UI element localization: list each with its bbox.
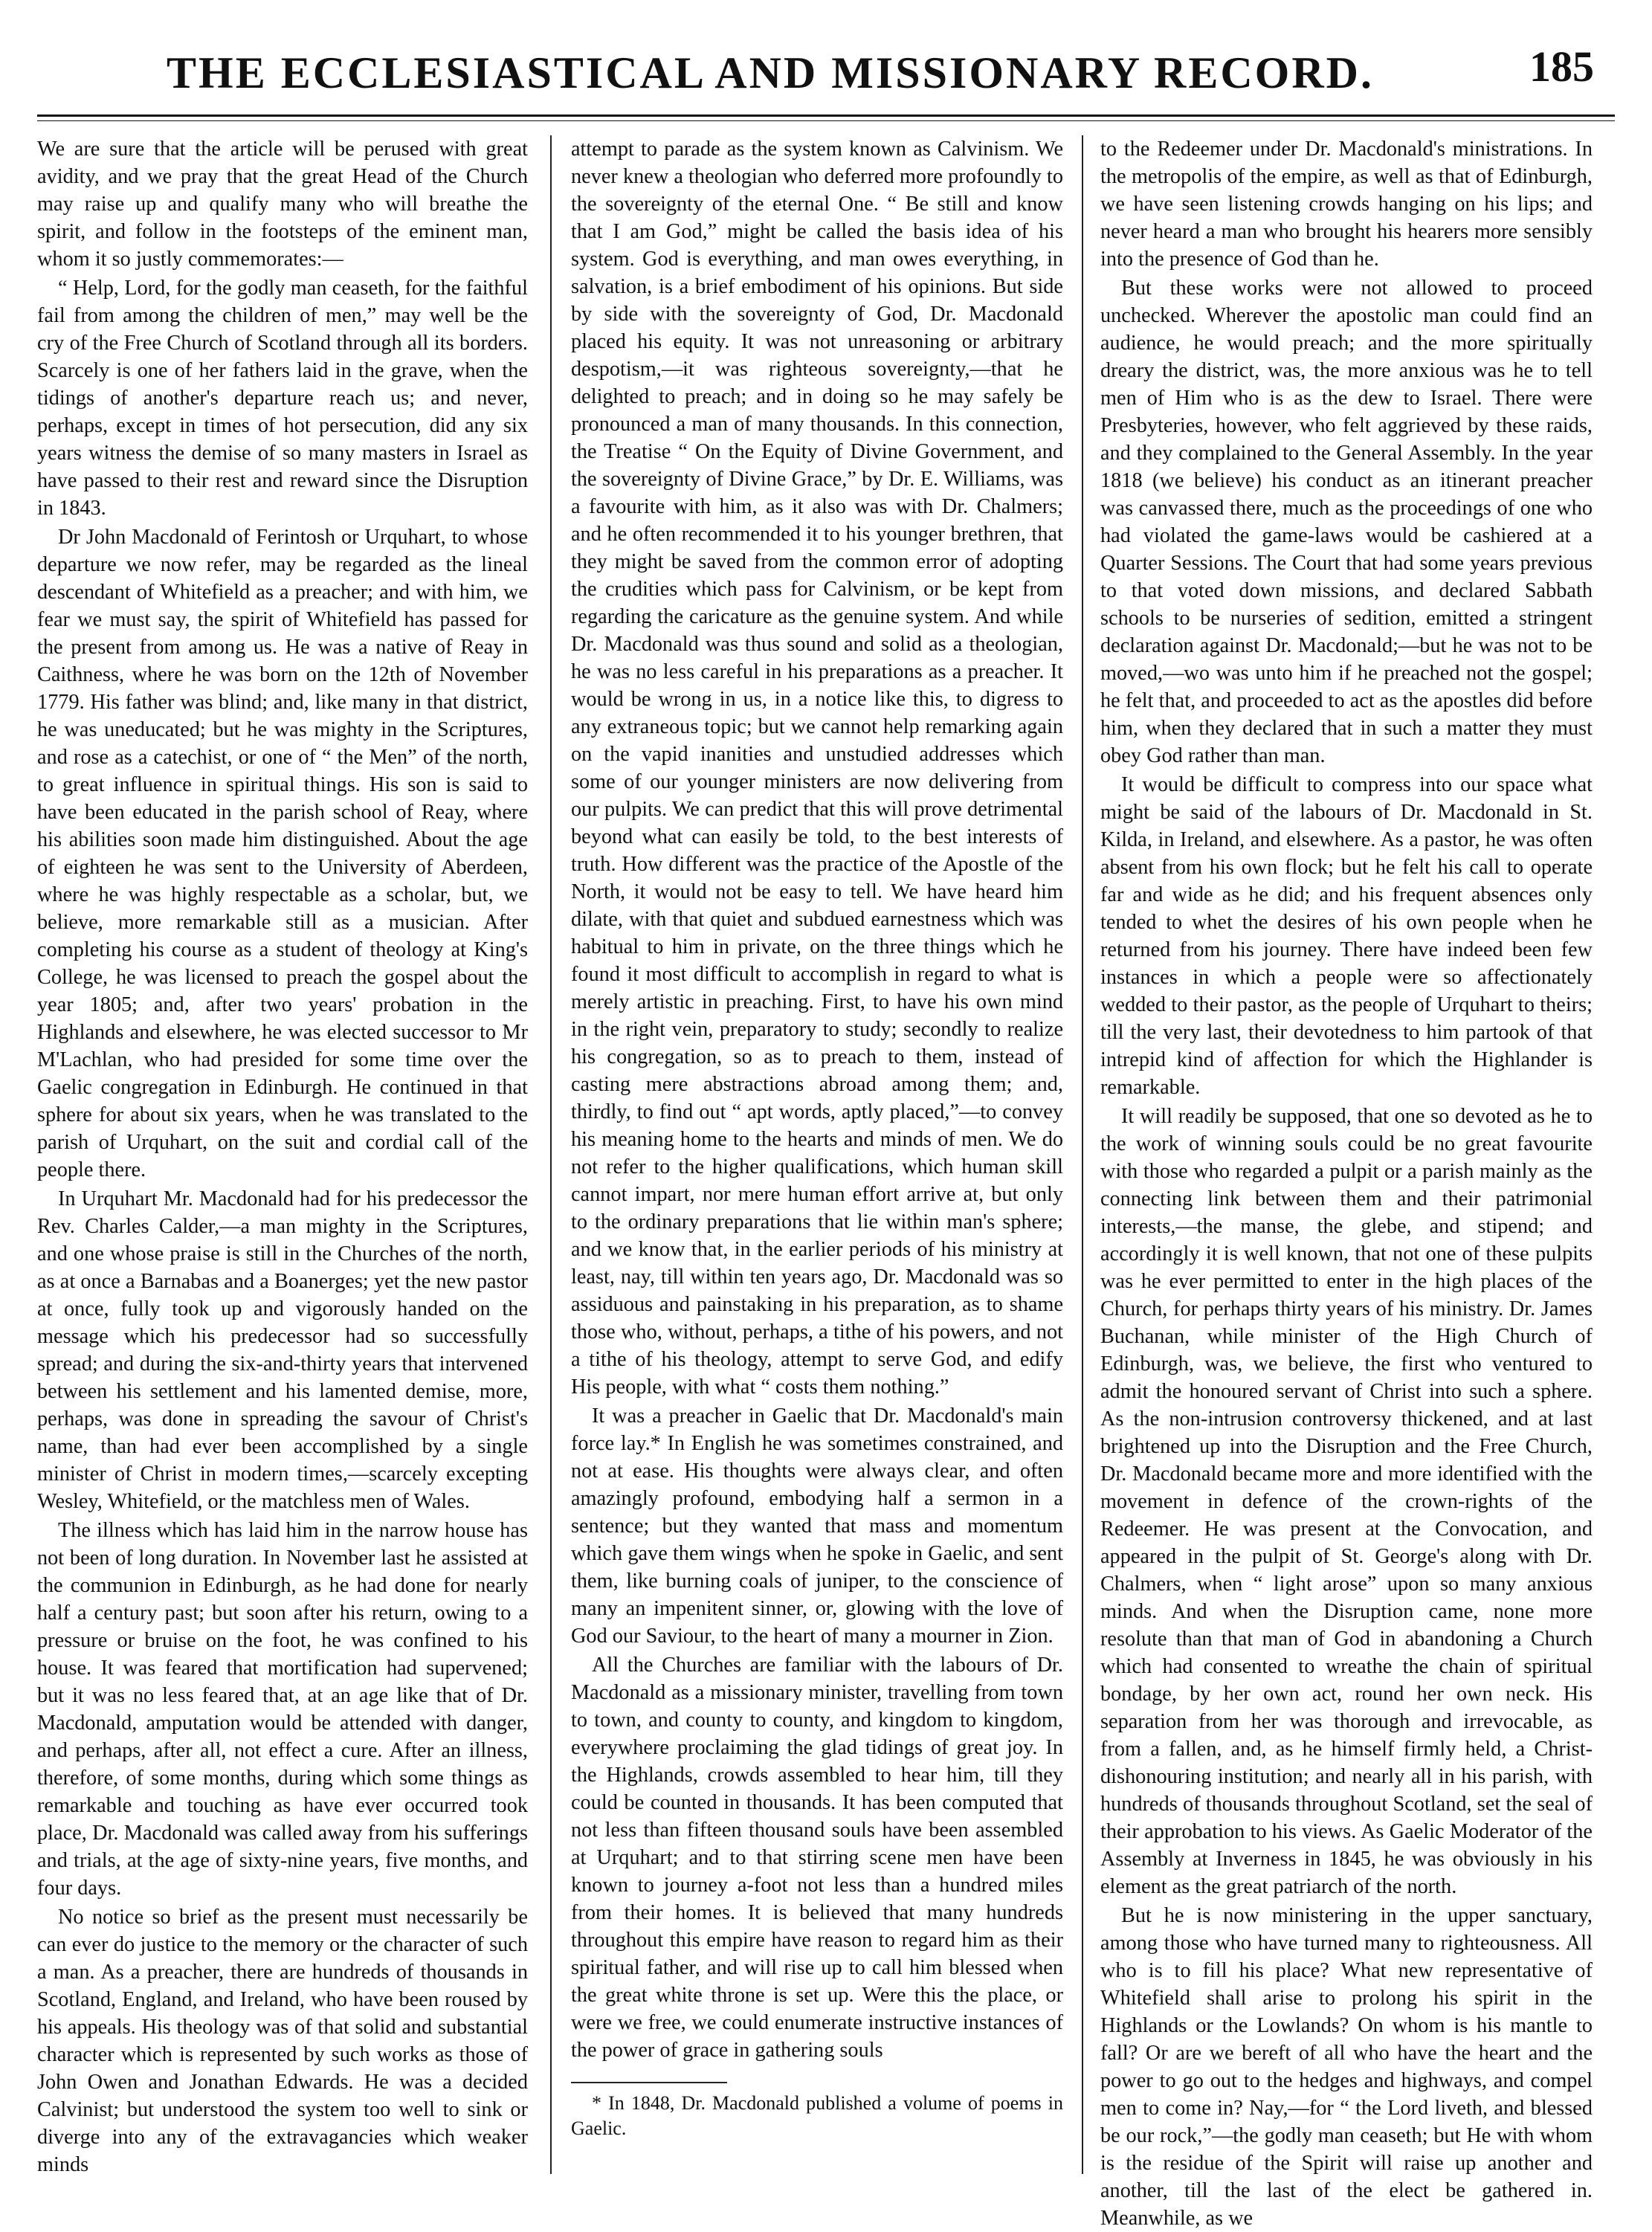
- page-number: 185: [1529, 42, 1594, 91]
- running-title: THE ECCLESIASTICAL AND MISSIONARY RECORD.: [167, 48, 1374, 97]
- paragraph: The illness which has laid him in the narrow house has not been of long duration. In November last he assisted at the communion in Edinburgh, as he had done for nearly half a century past; but soon after his return, owing to a pressure or bruise on the foot, he was confined to his house. It was feared that mortification had supervened; but it was no less feared that, at an age like that of Dr. Macdonald, amputation would be attended with danger, and perhaps, after all, not effect a cure. After an illness, therefore, of some months, during which some things as remarkable and touching as have ever occurred took place, Dr. Macdonald was called away from his sufferings and trials, at the age of sixty-nine years, five months, and four days.: [37, 1519, 528, 1900]
- page: [37, 33, 1615, 2230]
- running-header: [37, 33, 1615, 106]
- paragraph: No notice so brief as the present must necessarily be can ever do justice to the memory or the character of such a man. As a preacher, there are hundreds of thousands in Scotland, England, and Ireland, who have been roused by his appeals. His theology was of that solid and substantial character which is represented by such works as those of John Owen and Jonathan Edwards. He was a decided Calvinist; but understood the system too well to sink or diverge into any of the extravagancies which weaker minds: [37, 1906, 528, 2176]
- paragraph: All the Churches are familiar with the labours of Dr. Macdonald as a missionary minister, travelling from town to town, and county to county, and kingdom to kingdom, everywhere proclaiming the glad tidings of great joy. In the Highlands, crowds assembled to hear him, till they could be counted in thousands. It has been computed that not less than fifteen thousand souls have been assembled at Urquhart; and to that stirring scene men have been known to journey a-foot not less than a hundred miles from their homes. It is believed that many hundreds throughout this empire have reason to regard him as their spiritual father, and will rise up to call him blessed when the great white throne is set up. Were this the place, or were we free, we could enumerate instructive instances of the power of grace in gathering souls: [571, 1654, 1063, 2062]
- column-divider: [550, 135, 552, 2174]
- paragraph: Dr John Macdonald of Ferintosh or Urquhart, to whose departure we now refer, may be regarded as the lineal descendant of Whitefield as a preacher; and with him, we fear we must say, the spirit of Whitefield has passed for the present from among us. He was a native of Reay in Caithness, where he was born on the 12th of November 1779. His father was blind; and, like many in that district, he was uneducated; but he was mighty in the Scriptures, and rose as a catechist, or one of “ the Men” of the north, to great influence in spiritual things. His son is said to have been educated in the parish school of Reay, where his abilities soon made him distinguished. About the age of eighteen he was sent to the University of Aberdeen, where he was highly respectable as a scholar, but, we believe, more remarkable still as a musician. After completing his course as a student of theology at King's College, he was licensed to preach the gospel about the year 1805; and, after two years' probation in the Highlands and elsewhere, he was elected successor to Mr M'Lachlan, who had presided for some time over the Gaelic congregation in Edinburgh. He continued in that sphere for about six years, when he was translated to the parish of Urquhart, on the suit and cordial call of the people there.: [37, 526, 528, 1181]
- paragraph: But these works were not allowed to proceed unchecked. Wherever the apostolic man could find an audience, he would preach; and the more spiritually dreary the district, was, the more anxious was he to tell men of Him who is as the dew to Israel. There were Presbyteries, however, who felt aggrieved by these raids, and they complained to the General Assembly. In the year 1818 (we believe) his conduct as an itinerant preacher was canvassed there, much as the proceedings of one who had violated the game-laws would be cashiered at a Quarter Sessions. The Court that had some years previous to that voted down missions, and declared Sabbath schools to be nurseries of sedition, emitted a stringent declaration against Dr. Macdonald;—but he was not to be moved,—wo was unto him if he preached not the gospel; he felt that, and proceeded to act as the apostles did before him, when they declared that in such a matter they must obey God rather than man.: [1100, 277, 1593, 767]
- paragraph: In Urquhart Mr. Macdonald had for his predecessor the Rev. Charles Calder,—a man mighty in the Scriptures, and one whose praise is still in the Churches of the north, as at once a Barnabas and a Boanerges; yet the new pastor at once, fully took up and vigorously handed on the message which his predecessor had so successfully spread; and during the six-and-thirty years that intervened between his settlement and his lamented demise, more, perhaps, was done in spreading the savour of Christ's name, than had ever been accomplished by a single minister of Christ in modern times,—scarcely excepting Wesley, Whitefield, or the matchless men of Wales.: [37, 1187, 528, 1513]
- footnote-rule: [571, 2082, 727, 2083]
- column-1: [37, 135, 528, 2174]
- paragraph: It was a preacher in Gaelic that Dr. Macdonald's main force lay.* In English he was sometimes constrained, and not at ease. His thoughts were always clear, and often amazingly profound, embodying half a sermon in a sentence; but they wanted that mass and momentum which gave them wings when he spoke in Gaelic, and sent them, like burning coals of juniper, to the conscience of many an impenitent sinner, or, glowing with the love of God our Saviour, to the heart of many a mourner in Zion.: [571, 1404, 1063, 1648]
- paragraph: But he is now ministering in the upper sanctuary, among those who have turned many to righteousness. All who is to fill his place? What new representative of Whitefield shall arise to prolong his spirit in the Highlands or the Lowlands? On whom is his mantle to fall? Or are we bereft of all who have the heart and the power to go out to the hedges and highways, and compel men to come in? Nay,—for “ the Lord liveth, and blessed be our rock,”—the godly man ceaseth; but He with whom is the residue of the Spirit will raise up another and another, till the last of the elect be gathered in. Meanwhile, as we: [1100, 1904, 1593, 2230]
- paragraph: “ Help, Lord, for the godly man ceaseth, for the faithful fail from among the children of men,” may well be the cry of the Free Church of Scotland through all its borders. Scarcely is one of her fathers laid in the grave, when the tidings of another's departure reach us; and never, perhaps, except in times of hot persecution, did any six years witness the demise of so many masters in Israel as have passed to their rest and reward since the Disruption in 1843.: [37, 277, 528, 520]
- text-columns: [37, 135, 1615, 2230]
- header-rule: [37, 114, 1615, 117]
- paragraph: to the Redeemer under Dr. Macdonald's ministrations. In the metropolis of the empire, as well as that of Edinburgh, we have seen listening crowds hanging on his lips; and never heard a man who brought his hearers more sensibly into the presence of God than he.: [1100, 138, 1593, 271]
- paragraph: attempt to parade as the system known as Calvinism. We never knew a theologian who deferred more profoundly to the sovereignty of the eternal One. “ Be still and know that I am God,” might be called the basis idea of his system. God is everything, and man owes everything, in salvation, is a brief embodiment of his opinions. But side by side with the sovereignty of God, Dr. Macdonald placed his equity. It was not unreasoning or arbitrary despotism,—it was righteous sovereignty,—that he delighted to preach; and in doing so he may safely be pronounced a man of many thousands. In this connection, the Treatise “ On the Equity of Divine Government, and the sovereignty of Divine Grace,” by Dr. E. Williams, was a favourite with him, as it also was with Dr. Chalmers; and he often recommended it to his younger brethren, that they might be saved from the common error of adopting the crudities which pass for Calvinism, or be kept from regarding the caricature as the genuine system. And while Dr. Macdonald was thus sound and solid as a theologian, he was no less careful in his preparations as a preacher. It would be wrong in us, in a notice like this, to digress to any extraneous topic; but we cannot help remarking again on the vapid inanities and unstudied addresses which some of our younger ministers are now delivering from our pulpits. We can predict that this will prove detrimental beyond what can easily be told, to the best interests of truth. How different was the practice of the Apostle of the North, it would not be easy to tell. We have heard him dilate, with that quiet and subdued earnestness which was habitual to him in private, on the three things which he found it most difficult to accomplish in regard to what is merely artistic in preaching. First, to have his own mind in the right vein, preparatory to study; secondly to realize his congregation, so as to preach to them, instead of casting mere abstractions abroad among them; and, thirdly, to find out “ apt words, aptly placed,”—to convey his meaning home to the hearts and minds of men. We do not refer to the higher qualifications, which human skill cannot impart, nor mere human effort arrive at, but only to the ordinary preparations that lie within man's sphere; and we know that, in the earlier periods of his ministry at least, nay, till within ten years ago, Dr. Macdonald was so assiduous and painstaking in his preparation, as to shame those who, without, perhaps, a tithe of his powers, and not a tithe of his theology, attempt to serve God, and edify His people, with what “ costs them nothing.”: [571, 138, 1063, 1399]
- paragraph: It will readily be supposed, that one so devoted as he to the work of winning souls could be no great favourite with those who regarded a pulpit or a parish mainly as the connecting link between them and their patrimonial interests,—the manse, the glebe, and stipend; and accordingly it is well known, that not one of these pulpits was he ever permitted to enter in the high places of the Church, for perhaps thirty years of his ministry. Dr. James Buchanan, while minister of the High Church of Edinburgh, was, we believe, the first who ventured to admit the honoured servant of Christ into such a sphere. As the non-intrusion controversy thickened, and at last brightened up into the Disruption and the Free Church, Dr. Macdonald became more and more identified with the movement in defence of the crown-rights of the Redeemer. He was present at the Convocation, and appeared in the pulpit of St. George's along with Dr. Chalmers, when “ light arose” upon so many anxious minds. And when the Disruption came, none more resolute than that man of God in abandoning a Church which had consented to wreathe the chain of spiritual bondage, by her own act, round her own neck. His separation from her was thorough and irrevocable, as from a fallen, and, as he himself firmly held, a Christ-dishonouring institution; and nearly all in his parish, with hundreds of thousands throughout Scotland, set the seal of their approbation to his views. As Gaelic Moderator of the Assembly at Inverness in 1845, he was obviously in his element as the great patriarch of the north.: [1100, 1105, 1593, 1898]
- column-3: [1100, 135, 1593, 2230]
- paragraph: It would be difficult to compress into our space what might be said of the labours of Dr. Macdonald in St. Kilda, in Ireland, and elsewhere. As a pastor, he was often absent from his own flock; but he felt his call to operate far and wide as he did; and his frequent absences only tended to whet the desires of his own people when he returned from his journey. There have indeed been few instances in which a people were so affectionately wedded to their pastor, as the people of Urquhart to theirs; till the very last, their devotedness to him partook of that intrepid kind of affection for which the Highlander is remarkable.: [1100, 773, 1593, 1099]
- column-divider: [1082, 135, 1083, 2174]
- header-rule-thin: [37, 120, 1615, 121]
- paragraph: We are sure that the article will be perused with great avidity, and we pray that the great Head of the Church may raise up and qualify many who will breathe the spirit, and follow in the footsteps of the eminent man, whom it so justly commemorates:—: [37, 138, 528, 271]
- column-2: [571, 135, 1063, 2174]
- footnote: * In 1848, Dr. Macdonald published a volume of poems in Gaelic.: [571, 2092, 1063, 2139]
